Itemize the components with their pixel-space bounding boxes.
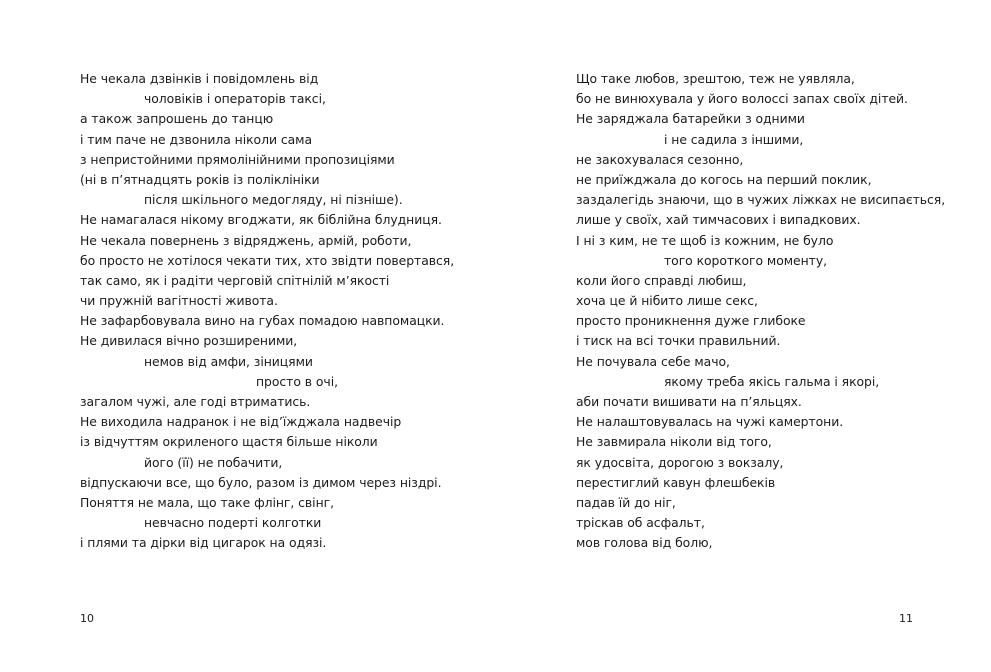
poem-line: Не заряджала батарейки з одними (576, 111, 805, 127)
poem-line: Не дивилася вічно розширеними, (80, 333, 298, 349)
poem-line: не приїжджала до когось на перший поклик, (576, 171, 872, 187)
poem-line: просто проникнення дуже глибоке (576, 313, 806, 329)
poem-line: чоловіків і операторів таксі, (144, 91, 326, 107)
poem-line: немов від амфи, зіницями (144, 353, 313, 369)
poem-line: і плями та дірки від цигарок на одязі. (80, 535, 327, 551)
poem-line: Не виходила надранок і не від’їжджала надвечір (80, 414, 402, 430)
poem-line: так само, як і радіти черговій спітнілій м’якості (80, 272, 390, 288)
poem-line: як удосвіта, дорогою з вокзалу, (576, 454, 784, 470)
poem-line: бо просто не хотілося чекати тих, хто звідти повертався, (80, 252, 455, 268)
poem-line: якому треба якісь гальма і якорі, (664, 373, 880, 389)
left-page (80, 69, 510, 554)
poem-line: не закохувалася сезонно, (576, 151, 744, 167)
poem-line: аби почати вишивати на п’яльцях. (576, 394, 802, 409)
poem-line: із відчуттям окриленого щастя більше ніколи (80, 434, 378, 450)
page-number-left: 10 (80, 612, 94, 625)
poem-line: Не чекала дзвінків і повідомлень від (80, 71, 319, 86)
poem-line: і тиск на всі точки правильний. (576, 333, 781, 349)
poem-line: мов голова від болю, (576, 535, 713, 551)
poem-line: відпускаючи все, що було, разом із димом через ніздрі. (80, 474, 442, 490)
poem-line: Не намагалася нікому вгоджати, як біблійна блудниця. (80, 212, 442, 228)
poem-line: Не завмирала ніколи від того, (576, 434, 772, 450)
poem-line: просто в очі, (256, 373, 338, 389)
poem-line: Не зафарбовувала вино на губах помадою навпомацки. (80, 313, 445, 329)
poem-line: І ні з ким, не те щоб із кожним, не було (576, 232, 834, 248)
poem-line: падав їй до ніг, (576, 494, 676, 510)
poem-line: після шкільного медогляду, ні пізніше). (144, 192, 403, 208)
poem-line: чи пружній вагітності живота. (80, 293, 278, 309)
right-page (576, 69, 981, 554)
poem-line: лише у своїх, хай тимчасових і випадкових. (576, 212, 861, 228)
poem-line: а також запрошень до танцю (80, 111, 274, 127)
poem-line: перестиглий кавун флешбеків (576, 474, 776, 490)
poem-line: загалом чужі, але годі втриматись. (80, 394, 311, 409)
poem-line: Поняття не мала, що таке флінг, свінг, (80, 494, 334, 510)
poem-line: бо не винюхувала у його волоссі запах своїх дітей. (576, 91, 908, 107)
poem-line: заздалегідь знаючи, що в чужих ліжках не висипається, (576, 192, 946, 208)
poem-line: Що таке любов, зрештою, теж не уявляла, (576, 71, 855, 86)
poem-line: з непристойними прямолінійними пропозиціями (80, 151, 395, 167)
poem-line: (ні в п’ятнадцять років із поліклініки (80, 171, 320, 187)
poem-line: того короткого моменту, (664, 252, 827, 268)
poem-line: Не налаштовувалась на чужі камертони. (576, 414, 844, 430)
poem-line: хоча це й нібито лише секс, (576, 293, 758, 309)
poem-line: Не чекала повернень з відряджень, армій, роботи, (80, 232, 412, 248)
poem-line: невчасно подерті колготки (144, 515, 322, 531)
poem-line: тріскав об асфальт, (576, 515, 705, 531)
page-number-right: 11 (899, 612, 913, 625)
poem-line: коли його справді любиш, (576, 272, 747, 288)
poem-line: і тим паче не дзвонила ніколи сама (80, 131, 312, 147)
poem-line: і не садила з іншими, (664, 131, 804, 147)
poem-line: його (її) не побачити, (144, 454, 283, 470)
poem-line: Не почувала себе мачо, (576, 353, 730, 369)
